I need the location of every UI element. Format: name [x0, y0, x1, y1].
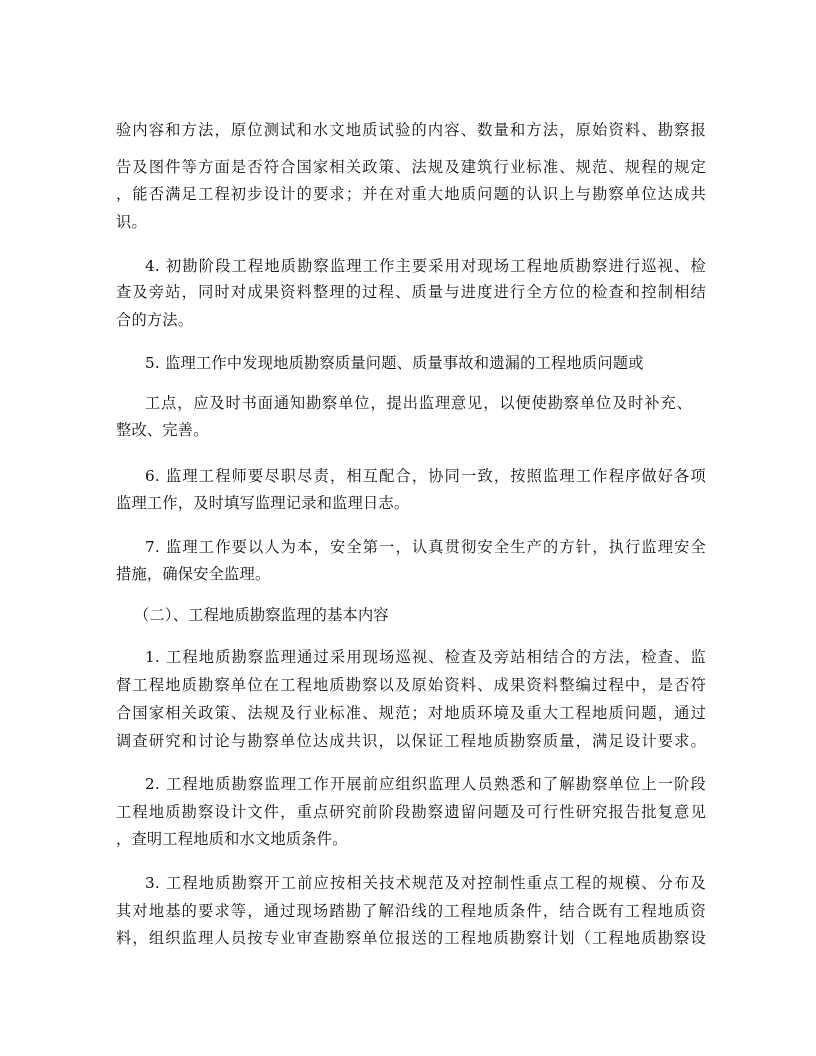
text-line: 监理工作，及时填写监理记录和监理日志。: [116, 494, 410, 512]
text-line: 其对地基的要求等，通过现场踏勘了解沿线的工程地质条件，结合既有工程地质资: [116, 902, 706, 920]
text-line: 验内容和方法，原位测试和水文地质试验的内容、数量和方法，原始资料、勘察报: [116, 121, 706, 139]
text-line: 1. 工程地质勘察监理通过采用现场巡视、检查及旁站相结合的方法，检查、监: [145, 648, 706, 666]
text-line: 6. 监理工程师要尽职尽责，相互配合，协同一致，按照监理工作程序做好各项: [145, 467, 706, 485]
text-line: 5. 监理工作中发现地质勘察质量问题、质量事故和遗漏的工程地质问题或: [145, 354, 644, 372]
text-line: 工点，应及时书面通知勘察单位，提出监理意见，以便使勘察单位及时补充、: [145, 394, 692, 412]
text-line: ，能否满足工程初步设计的要求；并在对重大地质问题的认识上与勘察单位达成共: [116, 185, 706, 203]
text-line: 合国家相关政策、法规及行业标准、规范；对地质环境及重大工程地质问题，通过: [116, 704, 706, 722]
text-line: ，查明工程地质和水文地质条件。: [116, 830, 348, 848]
text-line: 措施，确保安全监理。: [116, 565, 271, 583]
section-heading: （二）、工程地质勘察监理的基本内容: [134, 606, 389, 624]
text-line: 2. 工程地质勘察监理工作开展前应组织监理人员熟悉和了解勘察单位上一阶段: [145, 775, 706, 793]
text-line: 调查研究和讨论与勘察单位达成共识，以保证工程地质勘察质量，满足设计要求。: [116, 732, 706, 750]
text-line: 查及旁站，同时对成果资料整理的过程、质量与进度进行全方位的检查和控制相结: [116, 283, 706, 301]
text-line: 工程地质勘察设计文件，重点研究前阶段勘察遗留问题及可行性研究报告批复意见: [116, 803, 706, 821]
text-line: 4. 初勘阶段工程地质勘察监理工作主要采用对现场工程地质勘察进行巡视、检: [145, 257, 706, 275]
text-line: 合的方法。: [116, 311, 194, 329]
text-line: 告及图件等方面是否符合国家相关政策、法规及建筑行业标准、规范、规程的规定: [116, 158, 706, 176]
text-line: 整改、完善。: [116, 421, 209, 439]
text-line: 3. 工程地质勘察开工前应按相关技术规范及对控制性重点工程的规模、分布及: [145, 874, 706, 892]
text-line: 督工程地质勘察单位在工程地质勘察以及原始资料、成果资料整编过程中，是否符: [116, 676, 706, 694]
text-line: 7. 监理工作要以人为本，安全第一，认真贯彻安全生产的方针，执行监理安全: [145, 538, 706, 556]
text-line: 料，组织监理人员按专业审查勘察单位报送的工程地质勘察计划（工程地质勘察设: [116, 929, 706, 947]
text-line: 识。: [116, 213, 147, 231]
